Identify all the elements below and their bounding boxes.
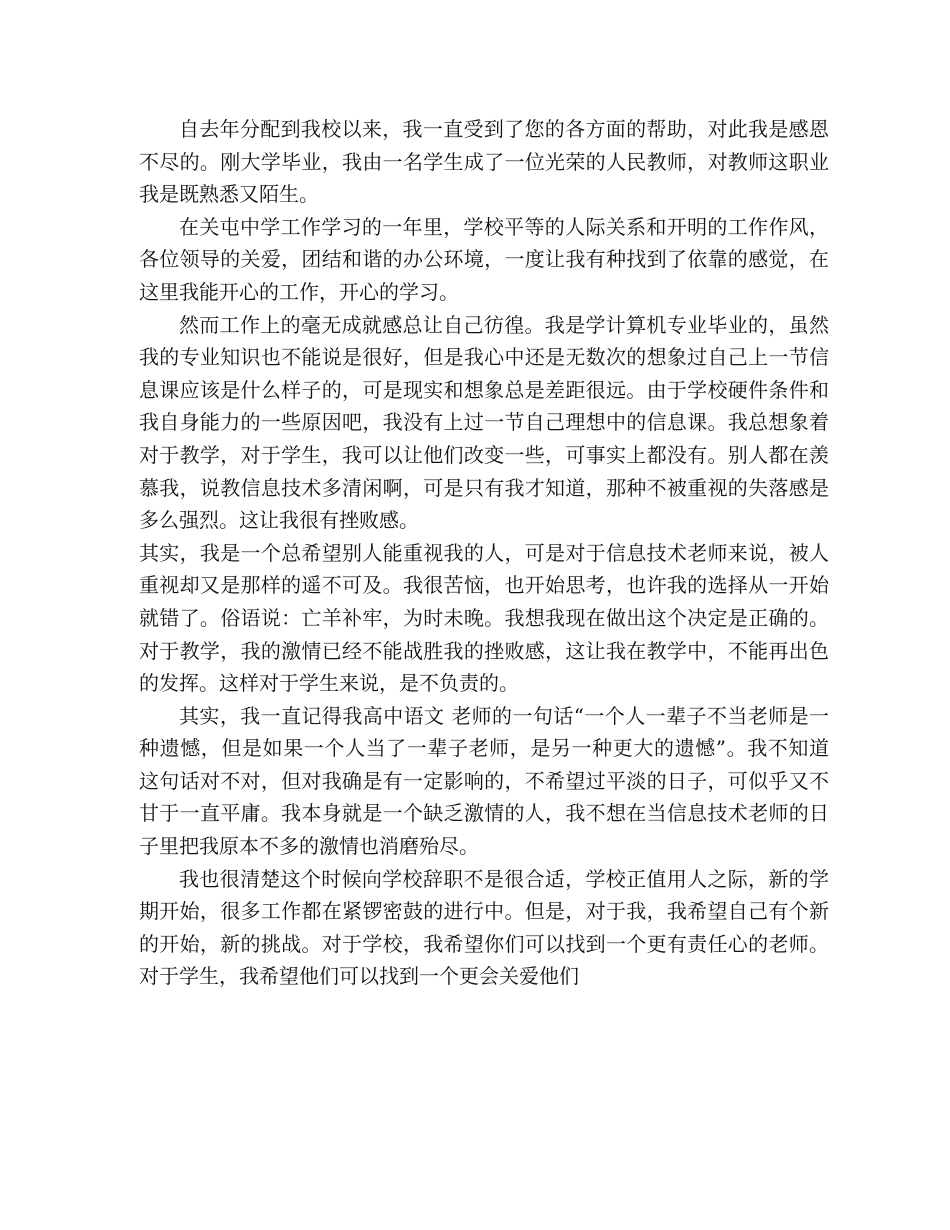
paragraph-4: 其实，我是一个总希望别人能重视我的人，可是对于信息技术老师来说，被人重视却又是那样的遥不可及。我很苦恼，也开始思考，也许我的选择从一开始就错了。俗语说：亡羊补牢，为时未晚。我想我现在做出这个决定是正确的。对于教学，我的激情已经不能战胜我的挫败感，这让我在教学中，不能再出色的发挥。这样对于学生来说，是不负责的。	[139, 540, 829, 696]
paragraph-2: 在关屯中学工作学习的一年里，学校平等的人际关系和开明的工作作风，各位领导的关爱，团结和谐的办公环境，一度让我有种找到了依靠的感觉，在这里我能开心的工作，开心的学习。	[139, 214, 829, 304]
document-body	[139, 113, 829, 993]
paragraph-6: 我也很清楚这个时候向学校辞职不是很合适，学校正值用人之际，新的学期开始，很多工作都在紧锣密鼓的进行中。但是，对于我，我希望自己有个新的开始，新的挑战。对于学校，我希望你们可以找到一个更有责任心的老师。对于学生，我希望他们可以找到一个更会关爱他们	[139, 866, 829, 989]
paragraph-3: 然而工作上的毫无成就感总让自己彷徨。我是学计算机专业毕业的，虽然我的专业知识也不能说是很好，但是我心中还是无数次的想象过自己上一节信息课应该是什么样子的，可是现实和想象总是差距很远。由于学校硬件条件和我自身能力的一些原因吧，我没有上过一节自己理想中的信息课。我总想象着对于教学，对于学生，我可以让他们改变一些，可事实上都没有。别人都在羡慕我，说教信息技术多清闲啊，可是只有我才知道，那种不被重视的失落感是多么强烈。这让我很有挫败感。	[139, 312, 829, 533]
paragraph-5: 其实，我一直记得我高中语文 老师的一句话“一个人一辈子不当老师是一种遗憾，但是如果一个人当了一辈子老师，是另一种更大的遗憾”。我不知道这句话对不对，但对我确是有一定影响的，不希望过平淡的日子，可似乎又不甘于一直平庸。我本身就是一个缺乏激情的人，我不想在当信息技术老师的日子里把我原本不多的激情也消磨殆尽。	[139, 703, 829, 859]
paragraph-1: 自去年分配到我校以来，我一直受到了您的各方面的帮助，对此我是感恩不尽的。刚大学毕业，我由一名学生成了一位光荣的人民教师，对教师这职业我是既熟悉又陌生。	[139, 117, 829, 207]
